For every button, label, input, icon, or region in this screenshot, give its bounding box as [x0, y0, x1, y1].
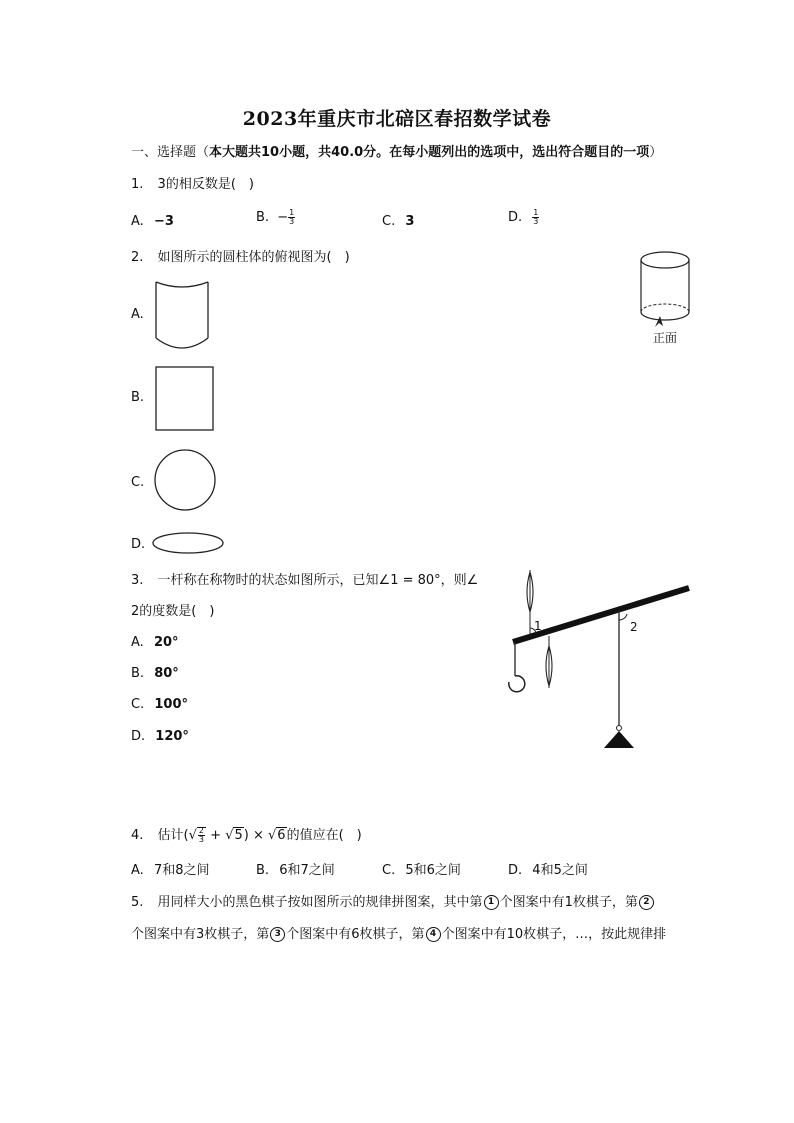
q1-option-d-label: D.: [508, 210, 523, 225]
section-suffix: ）: [649, 145, 663, 160]
q5-number: 5.: [131, 895, 144, 910]
q1-option-c-label: C.: [382, 214, 396, 229]
q1-option-a-label: A.: [131, 214, 144, 229]
front-arrow-icon: [655, 316, 663, 327]
q2-number: 2.: [131, 250, 144, 265]
q2-option-c-label[interactable]: C.: [131, 475, 145, 490]
steelyard-figure: [500, 570, 700, 755]
q4-option-d-label: D.: [508, 863, 523, 878]
q3-stem-line2: 2的度数是( ): [131, 604, 215, 619]
question-2: [131, 249, 350, 267]
angle-1-label: 1: [534, 619, 542, 633]
q3-option-b-label: B.: [131, 666, 145, 681]
q1-option-b-fraction: $\frac{1}{3}$: [289, 208, 295, 226]
q3-stem-line1: 一杆称在称物时的状态如图所示，已知∠1 = 80°，则∠: [157, 573, 479, 588]
q1-option-b-label: B.: [256, 210, 270, 225]
q2-option-d-label[interactable]: D.: [131, 537, 146, 552]
page-title: 2023年重庆市北碚区春招数学试卷: [242, 108, 552, 130]
q1-option-c[interactable]: [382, 213, 414, 231]
q4-option-c-label: C.: [382, 863, 396, 878]
q3-option-c[interactable]: [131, 696, 188, 714]
q4-option-c[interactable]: [382, 862, 461, 880]
q4-option-a-label: A.: [131, 863, 144, 878]
q4-stem-prefix: 估计(: [157, 828, 189, 843]
q4-option-c-value: 5和6之间: [405, 863, 461, 878]
q1-option-d-fraction: $\frac{1}{3}$: [533, 208, 539, 226]
q2-option-c-figure[interactable]: [154, 449, 218, 513]
cylinder-figure: [636, 250, 696, 330]
q4-number: 4.: [131, 828, 144, 843]
q4-option-a-value: 7和8之间: [153, 863, 210, 878]
q5-line2-c: 个图案中有10枚棋子，…，按此规律排: [441, 927, 667, 942]
q4-sqrt6: √6: [268, 828, 286, 843]
q4-option-b[interactable]: [256, 862, 335, 880]
question-1: [131, 176, 254, 194]
circled-number-1: 1: [484, 895, 499, 910]
question-3-line1: [131, 572, 478, 590]
q4-option-b-value: 6和7之间: [279, 863, 335, 878]
q3-option-d[interactable]: [131, 728, 189, 746]
section-heading: [131, 144, 662, 162]
q4-plus: +: [206, 828, 226, 843]
circled-number-3: 3: [270, 927, 285, 942]
q1-option-b[interactable]: [256, 209, 295, 227]
q2-option-d-figure[interactable]: [152, 532, 226, 556]
q4-option-d[interactable]: [508, 862, 588, 880]
q4-sqrt5: √5: [225, 828, 243, 843]
circled-number-4: 4: [426, 927, 441, 942]
q4-stem-suffix: 的值应在( ): [286, 828, 362, 843]
q2-option-a-figure[interactable]: [155, 280, 213, 350]
q3-option-a[interactable]: [131, 634, 179, 652]
q4-times: ) ×: [243, 828, 268, 843]
question-4: [131, 824, 362, 848]
q1-option-d[interactable]: [508, 209, 539, 227]
q3-option-b[interactable]: [131, 665, 179, 683]
q3-option-b-value: 80°: [154, 666, 179, 681]
q3-option-c-label: C.: [131, 697, 145, 712]
section-instruction: 在每小题列出的选项中，选出符合题目的一项: [389, 145, 650, 160]
section-count: 本大题共10小题，共40.0分。: [209, 145, 390, 160]
q1-stem: 3的相反数是( ): [157, 177, 254, 192]
q1-number: 1.: [131, 177, 144, 192]
q1-option-a[interactable]: [131, 213, 174, 231]
angle-2-label: 2: [630, 620, 638, 634]
question-5-line2: [131, 926, 666, 944]
q2-option-a-label[interactable]: A.: [131, 307, 144, 322]
weight-icon: [604, 731, 634, 748]
q3-option-d-value: 120°: [155, 729, 189, 744]
q2-stem: 如图所示的圆柱体的俯视图为( ): [157, 250, 350, 265]
q4-option-d-value: 4和5之间: [532, 863, 588, 878]
q2-option-b-label[interactable]: B.: [131, 390, 145, 405]
hook-icon: [509, 676, 525, 692]
q4-sqrt-fraction: √ $\frac{2}{3}$: [188, 826, 205, 844]
q5-line2-b: 个图案中有6枚棋子，第: [286, 927, 425, 942]
question-5-line1: [131, 894, 655, 912]
section-prefix: 一、选择题（: [131, 145, 210, 160]
q5-line1-a: 用同样大小的黑色棋子按如图所示的规律拼图案，其中第: [157, 895, 483, 910]
q3-option-a-value: 20°: [153, 635, 179, 650]
q2-option-b-figure[interactable]: [155, 366, 215, 432]
q1-option-c-value: 3: [405, 214, 415, 229]
q4-option-a[interactable]: [131, 862, 209, 880]
figure-front-label: 正面: [653, 331, 678, 345]
q3-option-c-value: 100°: [154, 697, 188, 712]
q4-option-b-label: B.: [256, 863, 270, 878]
q1-option-b-sign: −: [277, 210, 289, 225]
q3-option-a-label: A.: [131, 635, 144, 650]
circled-number-2: 2: [639, 895, 654, 910]
q1-option-a-value: −3: [153, 214, 174, 229]
q5-line2-a: 个图案中有3枚棋子，第: [131, 927, 270, 942]
q5-line1-b: 个图案中有1枚棋子，第: [499, 895, 638, 910]
q3-option-d-label: D.: [131, 729, 146, 744]
q3-number: 3.: [131, 573, 144, 588]
